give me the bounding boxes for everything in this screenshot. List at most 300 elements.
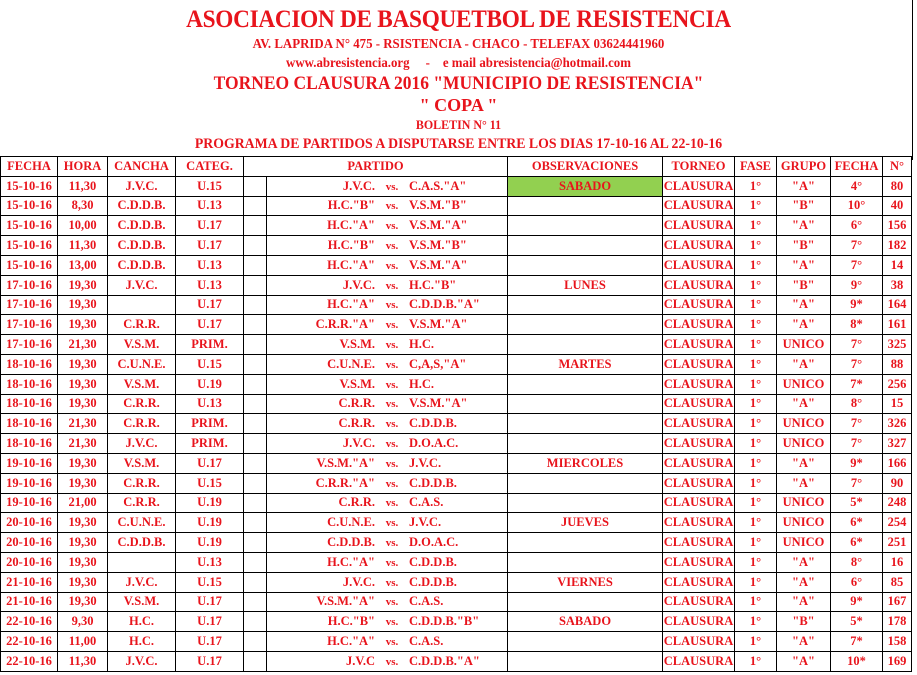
cell-grupo: "B": [777, 612, 831, 632]
cell-observaciones: SABADO: [508, 612, 663, 632]
cell-partido: [267, 533, 508, 553]
versus-label: vs.: [385, 537, 399, 550]
cell-grupo: "A": [777, 315, 831, 335]
cell-observaciones: [508, 632, 663, 652]
tournament-title: TORNEO CLAUSURA 2016 "MUNICIPIO DE RESISTENCIA": [213, 73, 704, 94]
cell-fase: 1°: [735, 612, 777, 632]
cell-partido: [267, 216, 508, 236]
away-team: V.S.M."A": [409, 317, 468, 332]
cell-cancha: C.R.R.: [108, 493, 176, 513]
cell-torneo: CLAUSURA: [663, 632, 735, 652]
cell-hora: 13,00: [58, 255, 108, 275]
away-team: C.A.S.: [409, 634, 444, 649]
cell-numero: 327: [883, 434, 912, 454]
table-row: [1, 434, 912, 454]
cell-fecha-num: 5*: [831, 493, 883, 513]
cell-numero: 156: [883, 216, 912, 236]
cell-fecha: 19-10-16: [1, 453, 58, 473]
cell-grupo: UNICO: [777, 533, 831, 553]
home-team: H.C."B": [327, 238, 375, 253]
cell-partido: [267, 552, 508, 572]
away-team: C.D.D.B."B": [409, 614, 480, 629]
cell-blank: [244, 414, 267, 434]
table-row: [1, 493, 912, 513]
cell-categ: U.13: [176, 255, 244, 275]
cell-hora: 19,30: [58, 453, 108, 473]
cell-hora: 19,30: [58, 572, 108, 592]
association-title: ASOCIACION DE BASQUETBOL DE RESISTENCIA: [186, 6, 731, 33]
cell-blank: [244, 196, 267, 216]
cell-observaciones: [508, 493, 663, 513]
cell-blank: [244, 315, 267, 335]
cell-fecha: 18-10-16: [1, 354, 58, 374]
cell-observaciones: MIERCOLES: [508, 453, 663, 473]
cell-partido: [267, 513, 508, 533]
cell-fecha: 22-10-16: [1, 632, 58, 652]
cell-torneo: CLAUSURA: [663, 176, 735, 196]
cell-hora: 21,30: [58, 414, 108, 434]
home-team: C.R.R."A": [315, 475, 375, 490]
cell-blank: [244, 612, 267, 632]
cell-numero: 14: [883, 255, 912, 275]
cell-fase: 1°: [735, 394, 777, 414]
cell-cancha: J.V.C.: [108, 572, 176, 592]
versus-label: vs.: [385, 378, 399, 391]
cell-blank: [244, 552, 267, 572]
cell-observaciones: VIERNES: [508, 572, 663, 592]
cell-categ: U.17: [176, 592, 244, 612]
cell-numero: 326: [883, 414, 912, 434]
cell-fecha-num: 7°: [831, 414, 883, 434]
cell-blank: [244, 513, 267, 533]
away-team: C.D.D.B.: [409, 475, 457, 490]
away-team: J.V.C.: [409, 455, 442, 470]
versus-label: vs.: [385, 636, 399, 649]
cell-torneo: CLAUSURA: [663, 374, 735, 394]
home-team: C.R.R.: [338, 495, 375, 510]
cell-fecha: 19-10-16: [1, 493, 58, 513]
away-team: J.V.C.: [409, 515, 442, 530]
cell-numero: 167: [883, 592, 912, 612]
cell-fecha-num: 6*: [831, 533, 883, 553]
cell-categ: U.15: [176, 572, 244, 592]
cell-fase: 1°: [735, 453, 777, 473]
cell-fase: 1°: [735, 374, 777, 394]
cell-grupo: UNICO: [777, 374, 831, 394]
cell-fase: 1°: [735, 236, 777, 256]
cell-numero: 164: [883, 295, 912, 315]
cell-numero: 158: [883, 632, 912, 652]
cell-numero: 40: [883, 196, 912, 216]
cell-torneo: CLAUSURA: [663, 533, 735, 553]
cell-observaciones: [508, 315, 663, 335]
table-row: [1, 651, 912, 671]
cell-fecha-num: 7°: [831, 255, 883, 275]
cell-numero: 161: [883, 315, 912, 335]
table-row: [1, 374, 912, 394]
cell-partido: [267, 255, 508, 275]
cell-numero: 15: [883, 394, 912, 414]
cell-numero: 16: [883, 552, 912, 572]
cell-observaciones: [508, 236, 663, 256]
cell-grupo: "A": [777, 453, 831, 473]
cell-observaciones: [508, 216, 663, 236]
cell-hora: 19,30: [58, 275, 108, 295]
table-row: [1, 354, 912, 374]
versus-label: vs.: [385, 299, 399, 312]
cell-blank: [244, 493, 267, 513]
home-team: C.U.N.E.: [327, 356, 375, 371]
versus-label: vs.: [385, 220, 399, 233]
cell-fase: 1°: [735, 255, 777, 275]
cell-numero: 325: [883, 335, 912, 355]
cell-categ: PRIM.: [176, 434, 244, 454]
cell-grupo: "B": [777, 275, 831, 295]
home-team: H.C."A": [327, 297, 375, 312]
cell-blank: [244, 374, 267, 394]
cell-blank: [244, 354, 267, 374]
cell-cancha: C.R.R.: [108, 394, 176, 414]
cell-partido: [267, 453, 508, 473]
cell-observaciones: [508, 196, 663, 216]
cell-observaciones: [508, 394, 663, 414]
cell-grupo: "A": [777, 473, 831, 493]
cell-partido: [267, 612, 508, 632]
cell-grupo: "A": [777, 552, 831, 572]
cell-cancha: C.R.R.: [108, 315, 176, 335]
cell-cancha: H.C.: [108, 612, 176, 632]
cell-fecha: 17-10-16: [1, 335, 58, 355]
cell-blank: [244, 255, 267, 275]
cell-numero: 256: [883, 374, 912, 394]
away-team: C.D.D.B."A": [409, 653, 480, 668]
cell-grupo: UNICO: [777, 414, 831, 434]
cell-cancha: C.U.N.E.: [108, 354, 176, 374]
away-team: C.D.D.B.: [409, 574, 457, 589]
cell-fecha-num: 6°: [831, 216, 883, 236]
cell-numero: 251: [883, 533, 912, 553]
cell-fase: 1°: [735, 533, 777, 553]
cell-fecha-num: 6°: [831, 572, 883, 592]
col-header-categ: CATEG.: [176, 157, 244, 177]
cell-torneo: CLAUSURA: [663, 216, 735, 236]
home-team: J.V.C.: [342, 178, 375, 193]
cell-categ: U.17: [176, 651, 244, 671]
away-team: H.C.: [409, 376, 434, 391]
cell-partido: [267, 374, 508, 394]
home-team: H.C."A": [327, 554, 375, 569]
cell-blank: [244, 275, 267, 295]
home-team: H.C."B": [327, 198, 375, 213]
cell-fase: 1°: [735, 552, 777, 572]
home-team: C.U.N.E.: [327, 515, 375, 530]
versus-label: vs.: [385, 358, 399, 371]
cell-fase: 1°: [735, 414, 777, 434]
table-row: [1, 196, 912, 216]
away-team: H.C.: [409, 337, 434, 352]
home-team: H.C."A": [327, 634, 375, 649]
cell-fecha-num: 8°: [831, 552, 883, 572]
cell-categ: U.17: [176, 315, 244, 335]
cell-blank: [244, 295, 267, 315]
col-header-fecha: FECHA: [1, 157, 58, 177]
cell-torneo: CLAUSURA: [663, 592, 735, 612]
versus-label: vs.: [385, 517, 399, 530]
table-row: [1, 592, 912, 612]
fixture-table: [0, 156, 912, 672]
cell-numero: 88: [883, 354, 912, 374]
cell-fecha-num: 9*: [831, 453, 883, 473]
cell-numero: 182: [883, 236, 912, 256]
cell-grupo: "A": [777, 394, 831, 414]
cell-fecha-num: 8*: [831, 315, 883, 335]
cell-cancha: V.S.M.: [108, 592, 176, 612]
cell-cancha: J.V.C.: [108, 651, 176, 671]
cell-hora: 11,00: [58, 632, 108, 652]
away-team: D.O.A.C.: [409, 535, 459, 550]
cell-torneo: CLAUSURA: [663, 295, 735, 315]
cell-torneo: CLAUSURA: [663, 651, 735, 671]
cell-observaciones: [508, 552, 663, 572]
cell-hora: 19,30: [58, 374, 108, 394]
cell-partido: [267, 295, 508, 315]
versus-label: vs.: [385, 477, 399, 490]
versus-label: vs.: [385, 655, 399, 668]
home-team: C.R.R.: [338, 416, 375, 431]
col-header-cancha: CANCHA: [108, 157, 176, 177]
cell-observaciones: [508, 414, 663, 434]
home-team: C.R.R."A": [315, 317, 375, 332]
program-subtitle: PROGRAMA DE PARTIDOS A DISPUTARSE ENTRE LOS DIAS 17-10-16 AL 22-10-16: [194, 136, 723, 152]
cell-fase: 1°: [735, 513, 777, 533]
table-row: [1, 513, 912, 533]
cell-torneo: CLAUSURA: [663, 453, 735, 473]
cell-fecha-num: 6*: [831, 513, 883, 533]
cell-categ: U.17: [176, 453, 244, 473]
cell-observaciones: LUNES: [508, 275, 663, 295]
cell-numero: 178: [883, 612, 912, 632]
cell-categ: PRIM.: [176, 335, 244, 355]
cell-cancha: V.S.M.: [108, 374, 176, 394]
cell-categ: U.19: [176, 533, 244, 553]
cell-grupo: UNICO: [777, 493, 831, 513]
cell-hora: 19,30: [58, 533, 108, 553]
cell-hora: 21,00: [58, 493, 108, 513]
table-row: [1, 612, 912, 632]
cell-blank: [244, 394, 267, 414]
cell-cancha: J.V.C.: [108, 275, 176, 295]
cell-partido: [267, 651, 508, 671]
cell-fecha: 22-10-16: [1, 612, 58, 632]
cell-cancha: C.R.R.: [108, 414, 176, 434]
table-row: [1, 315, 912, 335]
versus-label: vs.: [385, 576, 399, 589]
table-header-row: [1, 157, 912, 177]
cell-fecha: 20-10-16: [1, 533, 58, 553]
cell-cancha: H.C.: [108, 632, 176, 652]
cell-categ: U.17: [176, 632, 244, 652]
versus-label: vs.: [385, 319, 399, 332]
cell-observaciones: [508, 335, 663, 355]
cell-blank: [244, 533, 267, 553]
home-team: H.C."A": [327, 257, 375, 272]
cell-torneo: CLAUSURA: [663, 394, 735, 414]
cell-fase: 1°: [735, 216, 777, 236]
table-row: [1, 632, 912, 652]
away-team: C.D.D.B.: [409, 416, 457, 431]
versus-label: vs.: [385, 339, 399, 352]
cell-torneo: CLAUSURA: [663, 434, 735, 454]
cell-fecha-num: 9*: [831, 592, 883, 612]
cell-observaciones: [508, 295, 663, 315]
away-team: V.S.M."A": [409, 218, 468, 233]
away-team: C.A.S.: [409, 495, 444, 510]
cell-numero: 248: [883, 493, 912, 513]
cell-fase: 1°: [735, 176, 777, 196]
away-team: C,A,S,"A": [409, 356, 467, 371]
cell-partido: [267, 354, 508, 374]
table-row: [1, 255, 912, 275]
cell-fase: 1°: [735, 651, 777, 671]
cell-cancha: J.V.C.: [108, 176, 176, 196]
cell-observaciones: [508, 434, 663, 454]
cell-fecha-num: 7°: [831, 236, 883, 256]
col-header-torneo: TORNEO: [663, 157, 735, 177]
away-team: C.D.D.B."A": [409, 297, 480, 312]
cell-hora: 19,30: [58, 315, 108, 335]
cell-fecha-num: 9°: [831, 275, 883, 295]
cell-grupo: "A": [777, 354, 831, 374]
cell-grupo: "A": [777, 255, 831, 275]
cell-fecha: 21-10-16: [1, 592, 58, 612]
cell-torneo: CLAUSURA: [663, 552, 735, 572]
cell-fecha: 18-10-16: [1, 434, 58, 454]
cell-grupo: UNICO: [777, 513, 831, 533]
versus-label: vs.: [385, 180, 399, 193]
cell-fecha: 18-10-16: [1, 414, 58, 434]
col-header-hora: HORA: [58, 157, 108, 177]
cell-categ: U.17: [176, 295, 244, 315]
away-team: V.S.M."B": [409, 238, 467, 253]
bulletin-number: BOLETIN N° 11: [415, 117, 502, 132]
cell-fecha: 22-10-16: [1, 651, 58, 671]
cell-numero: 254: [883, 513, 912, 533]
cell-fase: 1°: [735, 196, 777, 216]
home-team: H.C."A": [327, 218, 375, 233]
cell-grupo: "A": [777, 651, 831, 671]
home-team: V.S.M."A": [316, 455, 375, 470]
cell-hora: 11,30: [58, 651, 108, 671]
cell-fase: 1°: [735, 473, 777, 493]
cell-blank: [244, 236, 267, 256]
cell-fase: 1°: [735, 632, 777, 652]
cell-numero: 166: [883, 453, 912, 473]
versus-label: vs.: [385, 616, 399, 629]
cell-categ: U.19: [176, 513, 244, 533]
cell-blank: [244, 453, 267, 473]
cell-grupo: UNICO: [777, 434, 831, 454]
cell-partido: [267, 176, 508, 196]
versus-label: vs.: [385, 418, 399, 431]
cell-cancha: C.U.N.E.: [108, 513, 176, 533]
cell-cancha: C.D.D.B.: [108, 533, 176, 553]
cell-fecha: 17-10-16: [1, 275, 58, 295]
table-row: [1, 236, 912, 256]
cell-observaciones: [508, 651, 663, 671]
table-row: [1, 533, 912, 553]
cell-fecha-num: 7°: [831, 354, 883, 374]
cell-partido: [267, 493, 508, 513]
cell-fase: 1°: [735, 335, 777, 355]
cell-torneo: CLAUSURA: [663, 315, 735, 335]
versus-label: vs.: [385, 556, 399, 569]
cell-categ: U.17: [176, 216, 244, 236]
home-team: J.V.C: [346, 653, 375, 668]
cell-blank: [244, 335, 267, 355]
cell-hora: 19,30: [58, 394, 108, 414]
cell-partido: [267, 335, 508, 355]
cell-torneo: CLAUSURA: [663, 572, 735, 592]
away-team: H.C."B": [409, 277, 457, 292]
cell-cancha: [108, 295, 176, 315]
away-team: C.A.S.: [409, 594, 444, 609]
cell-fase: 1°: [735, 354, 777, 374]
cell-observaciones: JUEVES: [508, 513, 663, 533]
versus-label: vs.: [385, 457, 399, 470]
away-team: C.A.S."A": [409, 178, 467, 193]
cell-numero: 80: [883, 176, 912, 196]
col-header-observaciones: OBSERVACIONES: [508, 157, 663, 177]
cell-torneo: CLAUSURA: [663, 236, 735, 256]
cell-fecha-num: 10°: [831, 196, 883, 216]
cell-partido: [267, 414, 508, 434]
home-team: J.V.C.: [342, 277, 375, 292]
cell-fecha: 18-10-16: [1, 394, 58, 414]
table-row: [1, 275, 912, 295]
cell-observaciones: [508, 533, 663, 553]
versus-label: vs.: [385, 279, 399, 292]
cell-blank: [244, 632, 267, 652]
away-team: V.S.M."A": [409, 396, 468, 411]
versus-label: vs.: [385, 200, 399, 213]
versus-label: vs.: [385, 259, 399, 272]
cell-fecha-num: 10*: [831, 651, 883, 671]
cell-fecha: 20-10-16: [1, 513, 58, 533]
cell-hora: 8,30: [58, 196, 108, 216]
cell-categ: U.15: [176, 176, 244, 196]
cell-observaciones: [508, 374, 663, 394]
col-header-fecha-num: FECHA: [831, 157, 883, 177]
cell-categ: U.15: [176, 354, 244, 374]
cell-grupo: "B": [777, 196, 831, 216]
cell-numero: 85: [883, 572, 912, 592]
away-team: D.O.A.C.: [409, 436, 459, 451]
cell-fase: 1°: [735, 592, 777, 612]
cell-categ: U.13: [176, 196, 244, 216]
table-row: [1, 335, 912, 355]
cup-title: " COPA ": [419, 95, 498, 115]
cell-cancha: C.D.D.B.: [108, 196, 176, 216]
cell-numero: 38: [883, 275, 912, 295]
cell-blank: [244, 651, 267, 671]
cell-fecha-num: 8°: [831, 394, 883, 414]
cell-fecha: 15-10-16: [1, 255, 58, 275]
cell-torneo: CLAUSURA: [663, 275, 735, 295]
cell-fecha-num: 7*: [831, 374, 883, 394]
cell-grupo: "A": [777, 632, 831, 652]
cell-partido: [267, 275, 508, 295]
cell-categ: U.13: [176, 552, 244, 572]
